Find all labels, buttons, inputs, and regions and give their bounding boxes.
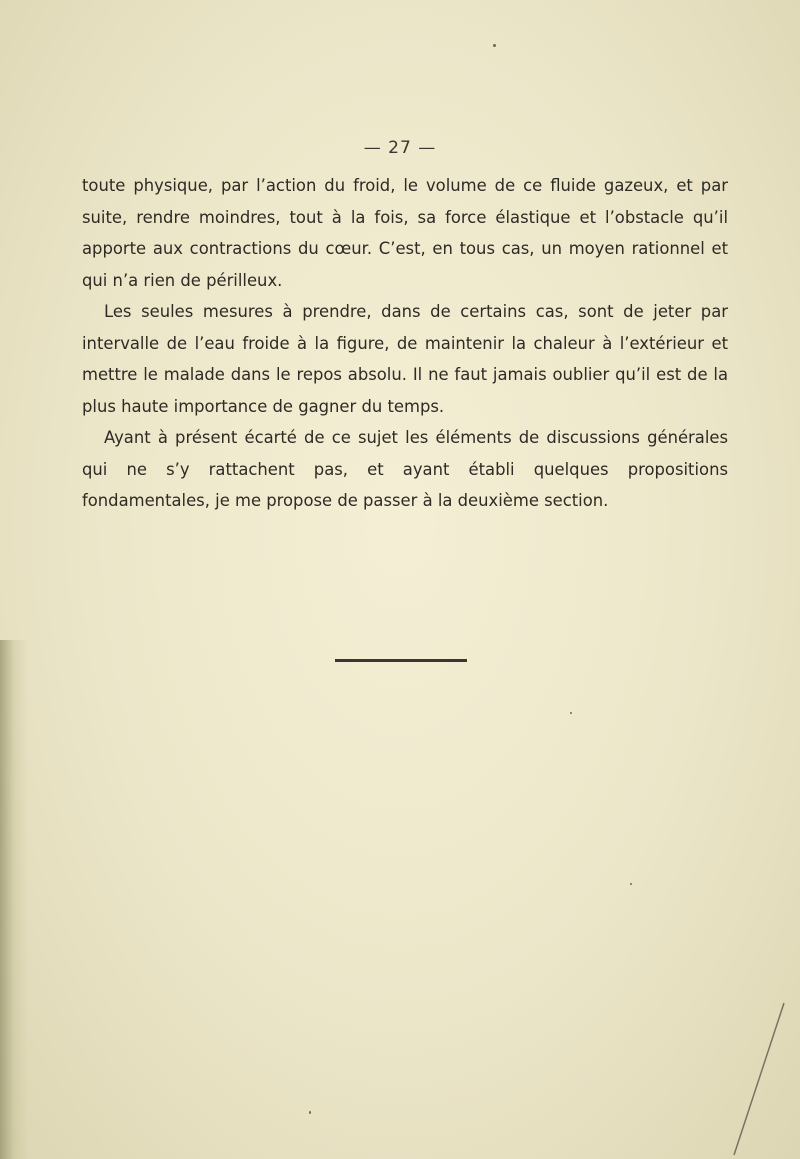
body-text [82,170,728,517]
pencil-mark [728,999,788,1159]
ink-speck [630,883,632,885]
ink-speck [570,712,572,714]
ink-speck [309,1111,311,1114]
section-end-rule [335,659,467,662]
paragraph-2: Les seules mesures à prendre, dans de certains cas, sont de jeter par intervalle de l’eau froide à la figure, de maintenir la chaleur à l’extérieur et mettre le malade dans le repos absolu. Il ne faut jamais oublier qu’il est de la plus haute importance de gagner du temps. [82,302,728,416]
page-number: — 27 — [363,138,437,158]
page-edge-shadow [0,640,28,1159]
paragraph-3: Ayant à présent écarté de ce sujet les éléments de discussions générales qui ne s’y rattachent pas, et ayant établi quelques propositions fondamentales, je me propose de passer à la deuxième section. [82,428,728,510]
paragraph-1: toute physique, par l’action du froid, le volume de ce fluide gazeux, et par suite, rendre moindres, tout à la fois, sa force élastique et l’obstacle qu’il apporte aux contractions du cœur. C’est, en tous cas, un moyen rationnel et qui n’a rien de périlleux. [82,176,728,290]
ink-speck [493,44,496,47]
